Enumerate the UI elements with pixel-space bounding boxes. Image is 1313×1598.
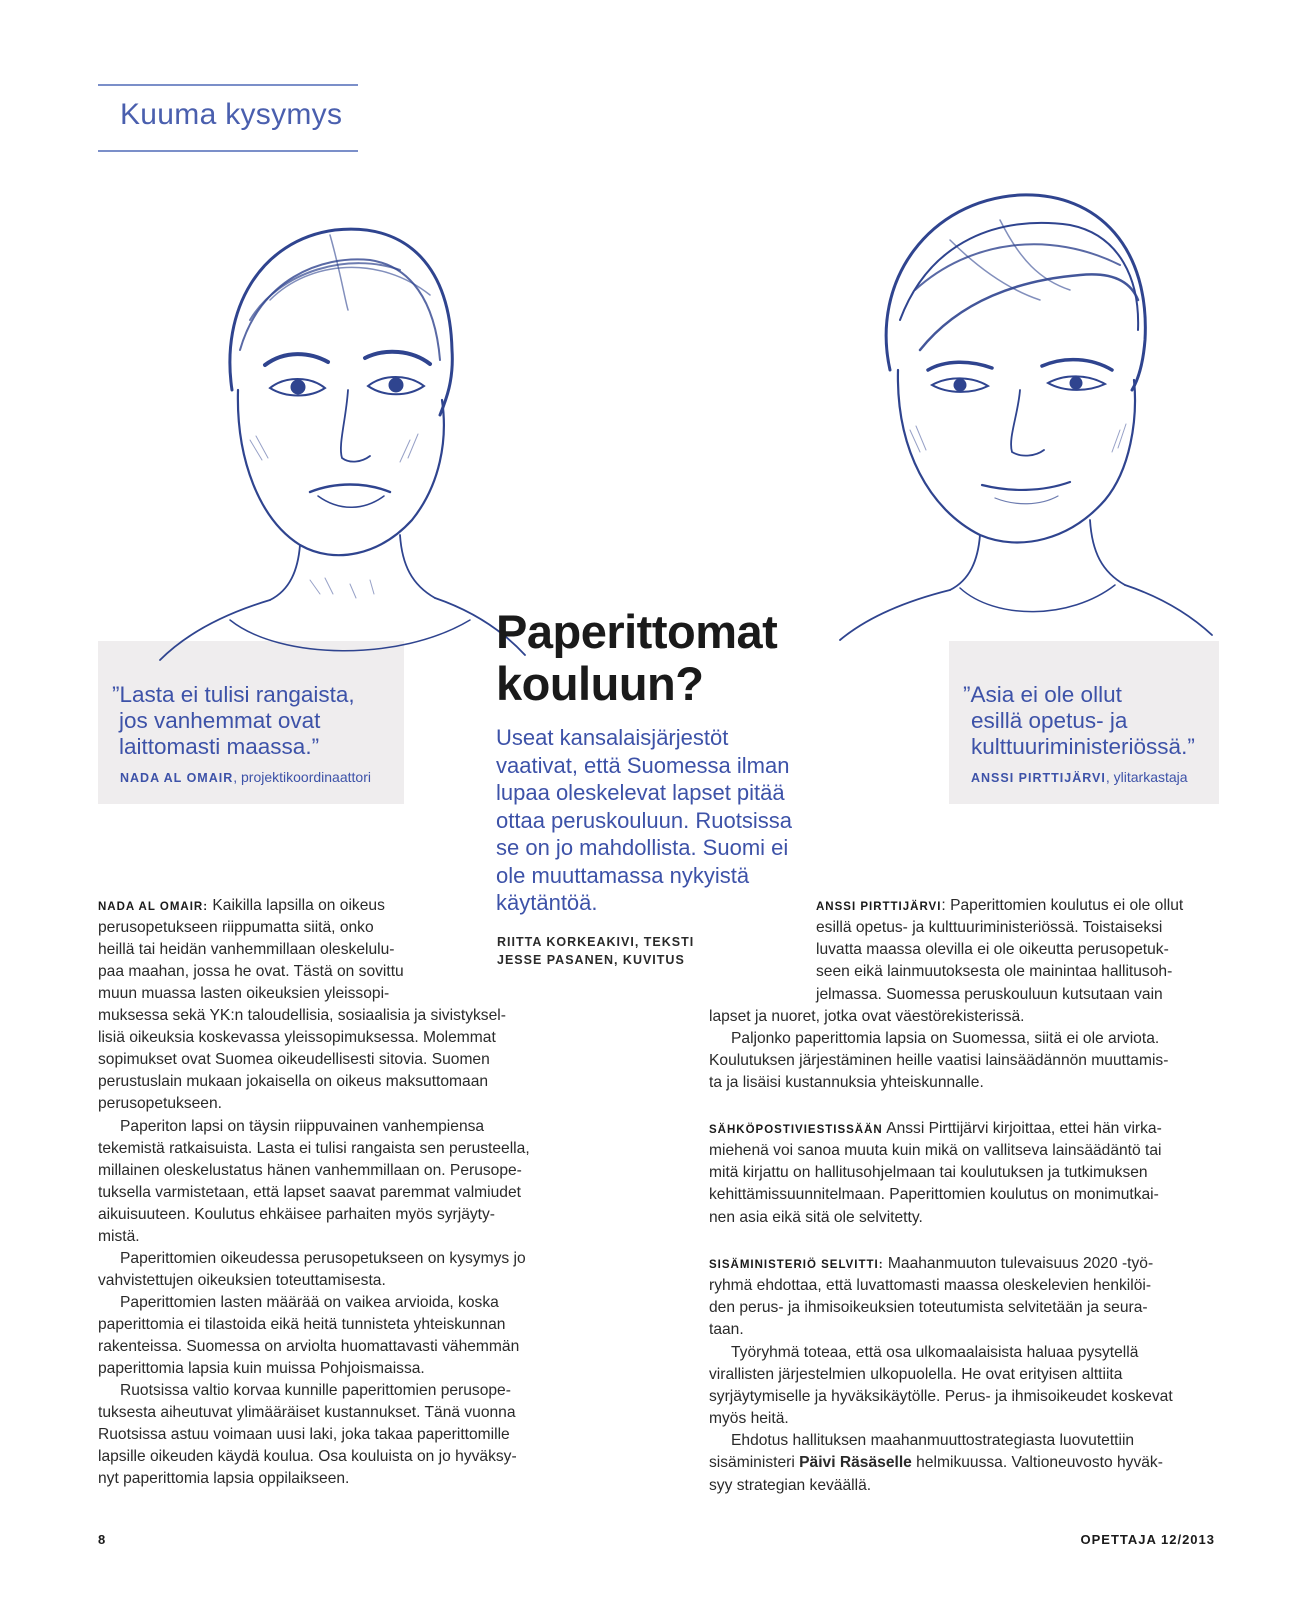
line-text: jelmassa. Suomessa peruskouluun kutsutaan vain — [816, 985, 1163, 1003]
body-line — [98, 1138, 530, 1160]
line-text: virallisten järjestelmien ulkopuolella. He ovat erityisen alttiita — [709, 1365, 1123, 1383]
body-line — [98, 1446, 517, 1468]
body-line — [98, 1071, 488, 1093]
line-text: syrjäytymiselle ja hyväksikäytölle. Perus- ja ihmisoikeudet koskevat — [709, 1387, 1173, 1405]
line-text: paa maahan, jossa he ovat. Tästä on sovittu — [98, 963, 404, 981]
body-line — [98, 961, 404, 983]
headline-line-2: kouluun? — [496, 657, 704, 710]
body-line — [98, 1358, 425, 1380]
body-line — [709, 1364, 1122, 1386]
portrait-woman-illustration — [150, 200, 530, 670]
portrait-man-illustration — [820, 180, 1220, 650]
line-text: millainen oleskelustatus hänen vanhemmillaan on. Perusope- — [98, 1161, 522, 1179]
body-line — [731, 1430, 1134, 1452]
line-text: syy strategian keväällä. — [709, 1476, 872, 1494]
quote-left-role: , projektikoordinaattori — [233, 769, 371, 785]
line-text: nen asia eikä sitä ole selvitetty. — [709, 1208, 923, 1226]
line-text: tuksella varmistetaan, että lapset saavat paremmat valmiudet — [98, 1183, 521, 1201]
body-line — [816, 917, 1162, 939]
body-line — [98, 1468, 349, 1490]
line-text: : Paperittomien koulutus ei ole ollut — [941, 897, 1184, 914]
quote-left-name: NADA AL OMAIR — [120, 771, 234, 785]
body-line — [709, 1207, 923, 1229]
line-text: lisiä oikeuksia koskevassa yleissopimuksessa. Molemmat — [98, 1029, 496, 1047]
body-line — [709, 1475, 871, 1497]
line-text: nyt paperittomia lapsia oppilaikseen. — [98, 1470, 350, 1488]
line-text: sisäministeri — [709, 1454, 800, 1472]
line-text: Kaikilla lapsilla on oikeus — [208, 897, 385, 914]
line-text: muksessa sekä YK:n taloudellisia, sosiaalisia ja sivistyksel- — [98, 1007, 506, 1025]
line-text: lapset ja nuoret, jotka ovat väestörekisterissä. — [709, 1007, 1025, 1025]
line-text: seen eikä lainmuutoksesta ole mainintaa hallitusoh- — [816, 963, 1173, 981]
body-line — [709, 1253, 1153, 1276]
body-line — [816, 961, 1172, 983]
line-text: Paperittomien oikeudessa perusopetukseen on kysymys jo — [120, 1249, 526, 1267]
line-text: mistä. — [98, 1227, 140, 1245]
line-text: Maahanmuuton tulevaisuus 2020 -työ- — [883, 1255, 1154, 1272]
quote-right-attribution — [971, 769, 1188, 785]
line-text: aikuisuuteen. Koulutus ehkäisee parhaiten myös syrjäyty- — [98, 1205, 495, 1223]
quote-left-line-1: ”Lasta ei tulisi rangaista, — [112, 682, 355, 707]
quote-left-line-3: laittomasti maassa.” — [119, 734, 320, 759]
section-title: Kuuma kysymys — [120, 98, 343, 131]
article-lead: Useat kansalaisjärjestöt vaativat, että Suomessa ilman lupaa oleskelevat lapset pitää ottaa peruskouluun. Ruotsissa se on jo mahdollista. Suomi ei ole muuttamassa nykyistä käytäntöä. — [496, 725, 792, 915]
section-rule-top — [98, 84, 358, 86]
body-line — [98, 1160, 522, 1182]
body-line — [98, 1182, 521, 1204]
line-text: luvatta maassa olevilla ei ole oikeutta perusopetuk- — [816, 941, 1169, 959]
page-number: 8 — [98, 1532, 107, 1547]
line-text: paperittomia ei tilastoida eikä heitä tunnisteta yhteiskunnan — [98, 1315, 506, 1333]
body-line — [816, 984, 1163, 1006]
body-line — [816, 895, 1183, 918]
quote-right-line-3: kulttuuriministeriössä.” — [971, 734, 1195, 759]
line-text: perustuslain mukaan jokaisella on oikeus maksuttomaan — [98, 1073, 489, 1091]
person-name: Päivi Räsäselle — [799, 1454, 912, 1472]
line-text: Paljonko paperittomia lapsia on Suomessa, siitä ei ole arviota. — [731, 1029, 1160, 1047]
line-text: Koulutuksen järjestäminen heille vaatisi lainsäädännön muuttamis- — [709, 1052, 1169, 1070]
line-text: kehittämissuunnitelmaan. Paperittomien koulutus on monimutkai- — [709, 1186, 1159, 1204]
line-text: myös heitä. — [709, 1410, 789, 1428]
line-text: taan. — [709, 1321, 744, 1339]
body-line — [709, 1386, 1173, 1408]
body-line — [709, 1408, 789, 1430]
line-text: Ruotsissa astuu voimaan uusi laki, joka takaa paperittomille — [98, 1426, 510, 1444]
paragraph-lead-label: SISÄMINISTERIÖ SELVITTI: — [709, 1259, 884, 1271]
line-text: den perus- ja ihmisoikeuksien toteutumista selvitetään ja seura- — [709, 1299, 1148, 1317]
body-line — [98, 1005, 506, 1027]
line-text: ryhmä ehdottaa, että luvattomasti maassa oleskelevien henkilöi- — [709, 1277, 1152, 1295]
quote-left-attribution — [120, 769, 371, 785]
paragraph-lead-label: SÄHKÖPOSTIVIESTISSÄÄN — [709, 1124, 883, 1136]
quote-right-line-1: ”Asia ei ole ollut — [963, 682, 1122, 707]
line-text: helmikuussa. Valtioneuvosto hyväk- — [911, 1454, 1163, 1472]
line-text: vahvistettujen oikeuksien toteuttamisesta. — [98, 1271, 386, 1289]
paragraph-lead-label: ANSSI PIRTTIJÄRVI — [816, 901, 942, 913]
body-line — [98, 983, 389, 1005]
credit-text: RIITTA KORKEAKIVI, TEKSTI — [497, 935, 695, 949]
line-text: miehenä voi sanoa muuta kuin mikä on vallitseva lainsäädäntö tai — [709, 1142, 1162, 1160]
credit-images: JESSE PASANEN, KUVITUS — [497, 953, 685, 967]
body-line — [709, 1118, 1162, 1141]
body-line — [98, 1204, 495, 1226]
portrait-nada-al-omair — [150, 200, 530, 670]
body-line — [120, 1292, 499, 1314]
headline-line-1: Paperittomat — [496, 605, 778, 658]
body-line — [98, 1402, 516, 1424]
portrait-anssi-pirttijarvi — [820, 180, 1220, 650]
body-line — [98, 1336, 519, 1358]
line-text: ta ja lisäisi kustannuksia yhteiskunnalle. — [709, 1074, 984, 1092]
line-text: Anssi Pirttijärvi kirjoittaa, ettei hän virka- — [882, 1120, 1162, 1137]
line-text: sopimukset ovat Suomea oikeudellisesti sitovia. Suomen — [98, 1051, 490, 1069]
body-line — [98, 1270, 386, 1292]
line-text: Työryhmä toteaa, että osa ulkomaalaisista haluaa pysytellä — [731, 1343, 1139, 1361]
line-text: tekemistä ratkaisuista. Lasta ei tulisi rangaista sen perusteella, — [98, 1139, 530, 1157]
body-line — [98, 1027, 496, 1049]
body-line — [709, 1162, 1148, 1184]
body-line — [709, 1184, 1159, 1206]
body-line — [731, 1342, 1138, 1364]
line-text: rakenteissa. Suomessa on arviolta huomattavasti vähemmän — [98, 1338, 520, 1355]
line-text: esillä opetus- ja kulttuuriministeriössä. Toistaiseksi — [816, 919, 1163, 937]
body-line — [98, 1314, 505, 1336]
body-line — [709, 1072, 984, 1094]
quote-right-role: , ylitarkastaja — [1105, 769, 1188, 785]
line-text: perusopetukseen riippumatta siitä, onko — [98, 919, 374, 937]
body-line — [98, 895, 385, 918]
body-line — [120, 1116, 484, 1138]
magazine-issue: OPETTAJA 12/2013 — [1080, 1532, 1215, 1547]
line-text: perusopetukseen. — [98, 1095, 222, 1113]
quote-left-line-2: jos vanhemmat ovat — [119, 708, 321, 733]
body-line — [709, 1452, 1163, 1474]
paragraph-lead-label: NADA AL OMAIR: — [98, 901, 209, 913]
quote-right-line-2: esillä opetus- ja — [971, 708, 1128, 733]
body-line — [98, 1226, 140, 1248]
body-line — [98, 917, 374, 939]
body-line — [98, 1049, 490, 1071]
body-line — [709, 1050, 1168, 1072]
body-line — [709, 1319, 744, 1341]
body-line — [816, 939, 1169, 961]
line-text: mitä kirjattu on hallitusohjelmaan tai koulutuksen ja tutkimuksen — [709, 1164, 1148, 1182]
quote-right-name: ANSSI PIRTTIJÄRVI — [971, 771, 1106, 785]
line-text: Paperittomien lasten määrää on vaikea arvioida, koska — [120, 1293, 499, 1311]
line-text: Paperiton lapsi on täysin riippuvainen vanhempiensa — [120, 1117, 485, 1135]
body-line — [709, 1297, 1148, 1319]
line-text: tuksesta aiheutuvat ylimääräiset kustannukset. Tänä vuonna — [98, 1404, 516, 1422]
body-line — [98, 1424, 510, 1446]
line-text: Ruotsissa valtio korvaa kunnille paperittomien perusope- — [120, 1382, 511, 1400]
line-text: Ehdotus hallituksen maahanmuuttostrategiasta luovutettiin — [731, 1432, 1135, 1450]
body-line — [709, 1140, 1162, 1162]
article-headline — [496, 606, 777, 710]
line-text: muun muassa lasten oikeuksien yleissopi- — [98, 985, 390, 1003]
body-line — [98, 1093, 222, 1115]
body-line — [98, 939, 394, 961]
body-line — [120, 1248, 526, 1270]
section-rule-bottom — [98, 150, 358, 152]
line-text: paperittomia lapsia kuin muissa Pohjoismaissa. — [98, 1360, 425, 1378]
body-line — [120, 1380, 511, 1402]
line-text: heillä tai heidän vanhemmillaan oleskelulu- — [98, 941, 395, 959]
body-line — [709, 1275, 1151, 1297]
body-line — [731, 1028, 1159, 1050]
body-line — [709, 1006, 1025, 1028]
line-text: lapsille oikeuden käydä koulua. Osa kouluista on jo hyväksy- — [98, 1448, 517, 1466]
